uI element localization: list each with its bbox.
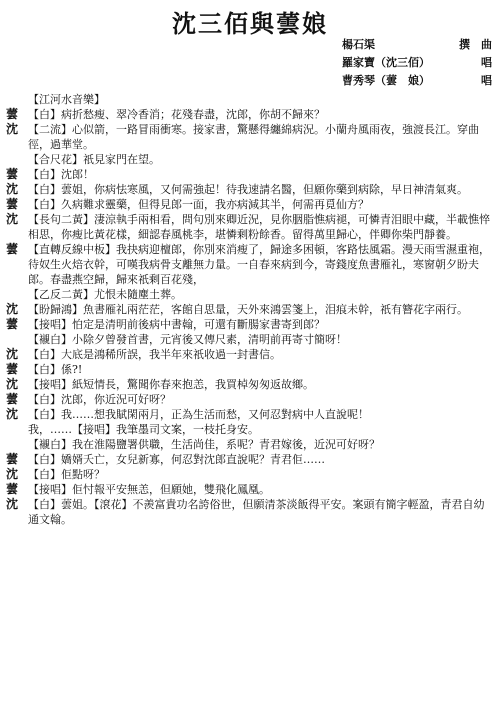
lyric-text: 【白】大底是鴻稀所誤，我半年來祇收過一封書信。: [28, 348, 281, 361]
lyric-line: [6, 152, 494, 167]
speaker-label: 蕓: [6, 167, 19, 181]
lyric-text: 【白】久病難求靈藥，但得見郎一面，我亦病減其半，何需再覓仙方？: [28, 198, 369, 211]
lyric-text: 【接唱】紙短情長，驚聞你春來抱恙，我買棹匆匆返故鄉。: [28, 378, 314, 391]
lyric-line: [6, 437, 494, 452]
lyric-line: [6, 407, 494, 422]
lyric-line: [6, 122, 494, 152]
lyrics-body: [6, 92, 494, 542]
lyric-text: 【白】嬌婿夭亡，女兒新寡，何忍對沈郎直說呢？青君佢……: [28, 453, 325, 466]
lyric-text: 【長句二黃】淒涼執手兩相看，問句別來卿近況，見你胭脂憔病褪，可憐青泪眼中藏，半載憔悴相思，你瘦比黃花樣，細認春風桃李，堪憐剩粉餘香。留得萬里歸心，伴卿你柴門靜養。: [28, 213, 490, 241]
lyric-line: [6, 377, 494, 392]
speaker-label: 沈: [6, 497, 19, 511]
credit-line: [342, 36, 492, 54]
lyric-text: 【白】病折愁瘦、翠冷香消；花殘春盡，沈郎，你胡不歸來？: [28, 108, 325, 121]
speaker-label: 沈: [6, 377, 19, 391]
lyric-line: [6, 347, 494, 362]
lyric-text: 【江河水音樂】: [28, 93, 105, 106]
credit-name: 曹秀琴（蕓 娘）: [342, 74, 430, 87]
credit-role: 唱: [481, 74, 492, 87]
lyric-line: [6, 302, 494, 317]
lyric-text: 【二流】心似箭，一路冒雨衝寒。接家書，驚懸得纏綿病況。小蘭舟風雨夜，強渡長江。穿曲徑，過華堂。: [28, 123, 479, 151]
lyric-line: [6, 107, 494, 122]
credit-role: 唱: [481, 56, 492, 69]
lyric-text: 【白】沈郎！: [28, 168, 94, 181]
credits-block: [342, 36, 492, 90]
speaker-label: 沈: [6, 407, 19, 421]
page-title: 沈三佰與蕓娘: [172, 9, 328, 38]
lyric-line: [6, 242, 494, 287]
lyric-text: 【白】我……想我賦閑兩月，正為生活而愁，又何忍對病中人直說呢！: [28, 408, 369, 421]
lyric-line: [6, 467, 494, 482]
lyric-line: [6, 287, 494, 302]
credit-line: [342, 54, 492, 72]
speaker-label: 蕓: [6, 242, 19, 256]
lyric-text: 【白】蕓姐。【滾花】不羨富貴功名誇俗世，但願清茶淡飯得平安。案頭有簡字輕盈，青君自幼通文翰。: [28, 498, 485, 526]
lyric-line: [6, 362, 494, 377]
lyric-line: [6, 527, 494, 542]
speaker-label: 沈: [6, 467, 19, 481]
credit-role: 撰 曲: [459, 38, 492, 51]
speaker-label: 蕓: [6, 362, 19, 376]
lyric-text: 【接唱】怕定是清明前後病中書翰，可還有斷腸家書寄到郎？: [28, 318, 325, 331]
credit-name: 羅家寶（沈三佰）: [342, 56, 430, 69]
lyric-text: 【白】蕓姐，你病怯寒風，又何需強起！待我速請名醫，但願你藥到病除，早日神清氣爽。: [28, 183, 468, 196]
speaker-label: 沈: [6, 182, 19, 196]
lyric-line: [6, 167, 494, 182]
lyric-text: 【襯白】我在淮陽鹽署供職，生活尚佳，系呢？青君嫁後，近況可好呀？: [28, 438, 380, 451]
speaker-label: 蕓: [6, 197, 19, 211]
lyric-line: [6, 452, 494, 467]
lyric-line: [6, 482, 494, 497]
lyric-text: 【合尺花】祇見家門在望。: [28, 153, 160, 166]
lyric-line: [6, 332, 494, 347]
credit-name: 楊石渠: [342, 38, 375, 51]
speaker-label: 沈: [6, 122, 19, 136]
lyric-text: 我，……【接唱】我筆墨司文案，一枝托身安。: [28, 423, 259, 436]
speaker-label: 蕓: [6, 107, 19, 121]
lyric-line: [6, 182, 494, 197]
speaker-label: 沈: [6, 347, 19, 361]
speaker-label: 蕓: [6, 317, 19, 331]
speaker-label: 蕓: [6, 392, 19, 406]
speaker-label: 蕓: [6, 452, 19, 466]
lyric-text: 【接唱】佢忖報平安無恙，但願她，雙飛化鳳凰。: [28, 483, 270, 496]
lyric-line: [6, 392, 494, 407]
lyric-text: 【襯白】小除夕曾發首書，元宵後又傳尺素，清明前再寄寸簡呀！: [28, 333, 347, 346]
lyric-text: 【直轉反線中板】我抉病迎檀郎，你別來消瘦了，歸途多困頓，客路怯風霜。漫天雨雪濕重袍，待奴生火焙衣幹，可嘆我病骨支離無力量。一自春來病到今，寄錢度魚書雁礼，寒窗朝夕盼夫郎。春盡燕空歸，歸來祇剩百花殘，: [28, 243, 490, 286]
lyric-text: 【盼歸鴻】魚書雁礼兩茫茫，客館自思量，天外來鴻雲箋上，泪痕未幹，祇有簪花字兩行。: [28, 303, 468, 316]
credit-line: [342, 72, 492, 90]
lyric-text: 【乙反二黃】尤恨未隨塵土葬。: [28, 288, 182, 301]
lyric-text: 【白】沈郎，你近況可好呀？: [28, 393, 171, 406]
lyric-text: 【白】係?!: [28, 363, 83, 376]
lyric-line: [6, 197, 494, 212]
speaker-label: 沈: [6, 302, 19, 316]
lyric-line: [6, 497, 494, 527]
lyric-text: 【白】佢點呀？: [28, 468, 105, 481]
speaker-label: 蕓: [6, 482, 19, 496]
lyric-line: [6, 92, 494, 107]
lyric-line: [6, 212, 494, 242]
lyric-line: [6, 317, 494, 332]
speaker-label: 沈: [6, 212, 19, 226]
lyric-line: [6, 422, 494, 437]
